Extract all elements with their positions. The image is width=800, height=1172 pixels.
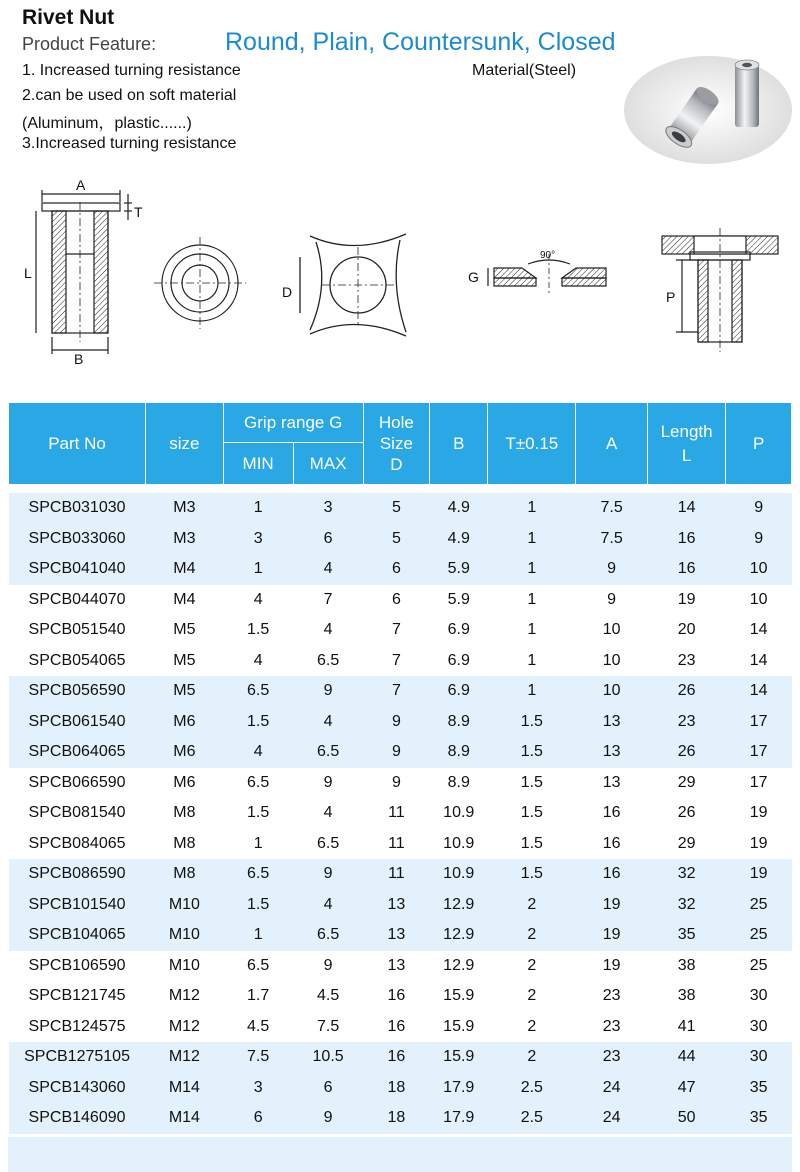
cell-p: 10	[726, 554, 792, 585]
cell-length: 19	[647, 585, 725, 616]
cell-hole-size: 7	[363, 615, 430, 646]
table-row	[9, 951, 792, 982]
dim-label-p: P	[666, 289, 676, 305]
cell-part-no: SPCB033060	[9, 524, 146, 555]
table-row	[9, 615, 792, 646]
cell-grip-max: 4	[293, 707, 363, 738]
col-header-hole-size	[363, 403, 430, 485]
cell-hole-size: 13	[363, 951, 430, 982]
cell-grip-max: 7	[293, 585, 363, 616]
cell-t: 2	[488, 981, 576, 1012]
cell-length: 26	[647, 737, 725, 768]
cell-length: 16	[647, 524, 725, 555]
table-row	[9, 554, 792, 585]
cell-size: M12	[146, 1012, 224, 1043]
cell-a: 10	[576, 646, 648, 677]
cell-grip-min: 1	[223, 493, 293, 524]
cell-grip-max: 10.5	[293, 1042, 363, 1073]
col-header-grip-range: Grip range G	[223, 403, 363, 443]
cell-t: 2	[488, 1012, 576, 1043]
dim-label-b: B	[74, 351, 84, 367]
page-title: Rivet Nut	[22, 6, 115, 29]
cell-a: 16	[576, 798, 648, 829]
cell-grip-min: 1.5	[223, 890, 293, 921]
col-header-a: A	[576, 403, 648, 485]
dim-label-a: A	[76, 177, 86, 193]
col-header-p: P	[726, 403, 792, 485]
table-row	[9, 1012, 792, 1043]
cell-grip-max: 6.5	[293, 829, 363, 860]
cell-b: 12.9	[430, 951, 488, 982]
cell-hole-size: 18	[363, 1103, 430, 1134]
cell-b: 12.9	[430, 920, 488, 951]
cell-b: 4.9	[430, 493, 488, 524]
table-row	[9, 798, 792, 829]
cell-length: 38	[647, 981, 725, 1012]
col-header-length	[647, 403, 725, 485]
cell-p: 30	[726, 1042, 792, 1073]
cell-size: M10	[146, 951, 224, 982]
cell-a: 24	[576, 1103, 648, 1134]
cell-p: 19	[726, 859, 792, 890]
cell-part-no: SPCB066590	[9, 768, 146, 799]
cell-grip-min: 1.5	[223, 615, 293, 646]
cell-p: 30	[726, 1012, 792, 1043]
product-subtitle: Round, Plain, Countersunk, Closed	[225, 28, 616, 56]
table-row	[9, 920, 792, 951]
cell-a: 9	[576, 585, 648, 616]
cell-part-no: SPCB081540	[9, 798, 146, 829]
cell-hole-size: 9	[363, 707, 430, 738]
cell-b: 17.9	[430, 1103, 488, 1134]
cell-part-no: SPCB044070	[9, 585, 146, 616]
cell-t: 2	[488, 951, 576, 982]
feature-line-2: 2.can be used on soft material	[22, 87, 237, 104]
col-header-max: MAX	[293, 443, 363, 485]
cell-a: 24	[576, 1073, 648, 1104]
feature-line-4: 3.Increased turning resistance	[22, 135, 237, 152]
cell-grip-min: 1	[223, 829, 293, 860]
cell-size: M14	[146, 1103, 224, 1134]
cell-b: 10.9	[430, 798, 488, 829]
cell-size: M3	[146, 493, 224, 524]
cell-b: 6.9	[430, 676, 488, 707]
cell-part-no: SPCB124575	[9, 1012, 146, 1043]
table-row	[9, 1103, 792, 1134]
cell-grip-max: 4	[293, 554, 363, 585]
cell-t: 1	[488, 646, 576, 677]
table-row	[9, 981, 792, 1012]
cell-hole-size: 16	[363, 981, 430, 1012]
cell-t: 1.5	[488, 768, 576, 799]
cell-part-no: SPCB084065	[9, 829, 146, 860]
cell-b: 15.9	[430, 1042, 488, 1073]
cell-size: M10	[146, 920, 224, 951]
cell-grip-max: 6	[293, 524, 363, 555]
cell-a: 23	[576, 1042, 648, 1073]
table-row	[9, 737, 792, 768]
cell-size: M5	[146, 676, 224, 707]
feature-line-3: (Aluminum，plastic......)	[22, 115, 192, 132]
cell-part-no: SPCB121745	[9, 981, 146, 1012]
cell-p: 14	[726, 615, 792, 646]
table-row	[9, 829, 792, 860]
cell-a: 13	[576, 707, 648, 738]
cell-grip-min: 3	[223, 1073, 293, 1104]
cell-b: 15.9	[430, 1012, 488, 1043]
table-row	[9, 707, 792, 738]
cell-size: M8	[146, 859, 224, 890]
cell-length: 29	[647, 829, 725, 860]
cell-part-no: SPCB054065	[9, 646, 146, 677]
cell-size: M6	[146, 768, 224, 799]
cell-t: 1.5	[488, 798, 576, 829]
cell-t: 1	[488, 493, 576, 524]
cell-grip-max: 9	[293, 676, 363, 707]
cell-hole-size: 13	[363, 920, 430, 951]
cell-length: 26	[647, 676, 725, 707]
cell-hole-size: 5	[363, 524, 430, 555]
cell-p: 35	[726, 1073, 792, 1104]
col-header-min: MIN	[223, 443, 293, 485]
cell-size: M4	[146, 585, 224, 616]
cell-b: 8.9	[430, 768, 488, 799]
cell-grip-min: 6.5	[223, 859, 293, 890]
table-row	[9, 493, 792, 524]
cell-p: 19	[726, 798, 792, 829]
technical-drawings	[0, 172, 800, 372]
cell-grip-min: 6.5	[223, 676, 293, 707]
cell-length: 41	[647, 1012, 725, 1043]
cell-p: 17	[726, 737, 792, 768]
cell-size: M5	[146, 646, 224, 677]
hole-size-text: Hole Size D	[378, 413, 414, 474]
cell-part-no: SPCB064065	[9, 737, 146, 768]
cell-a: 7.5	[576, 524, 648, 555]
cell-length: 16	[647, 554, 725, 585]
cell-grip-max: 7.5	[293, 1012, 363, 1043]
cell-b: 6.9	[430, 646, 488, 677]
table-row	[9, 1042, 792, 1073]
dim-label-g: G	[468, 269, 479, 285]
table-spacer-row	[9, 485, 792, 494]
length-text: Length L	[660, 421, 713, 465]
cell-b: 12.9	[430, 890, 488, 921]
cell-b: 6.9	[430, 615, 488, 646]
cell-size: M3	[146, 524, 224, 555]
cell-grip-min: 1.5	[223, 798, 293, 829]
cell-part-no: SPCB146090	[9, 1103, 146, 1134]
cell-t: 1	[488, 676, 576, 707]
footer-band	[8, 1137, 792, 1172]
end-view-drawing	[154, 237, 246, 329]
cell-hole-size: 9	[363, 768, 430, 799]
cell-grip-max: 6.5	[293, 646, 363, 677]
cell-size: M12	[146, 981, 224, 1012]
cell-hole-size: 11	[363, 798, 430, 829]
cell-a: 10	[576, 615, 648, 646]
cell-t: 1.5	[488, 859, 576, 890]
cell-t: 1	[488, 524, 576, 555]
cell-grip-max: 3	[293, 493, 363, 524]
cell-grip-min: 1.5	[223, 707, 293, 738]
cell-a: 16	[576, 829, 648, 860]
cell-grip-max: 9	[293, 1103, 363, 1134]
cell-hole-size: 5	[363, 493, 430, 524]
cell-t: 1	[488, 585, 576, 616]
cell-length: 29	[647, 768, 725, 799]
col-header-t: T±0.15	[488, 403, 576, 485]
cell-a: 9	[576, 554, 648, 585]
cell-length: 32	[647, 890, 725, 921]
cell-size: M14	[146, 1073, 224, 1104]
cell-t: 1.5	[488, 829, 576, 860]
cell-hole-size: 9	[363, 737, 430, 768]
cell-b: 8.9	[430, 707, 488, 738]
cell-size: M6	[146, 707, 224, 738]
cell-hole-size: 16	[363, 1042, 430, 1073]
cell-part-no: SPCB1275105	[9, 1042, 146, 1073]
cell-p: 14	[726, 676, 792, 707]
dim-label-t: T	[134, 204, 143, 220]
cell-part-no: SPCB031030	[9, 493, 146, 524]
cell-grip-max: 9	[293, 859, 363, 890]
cell-grip-min: 3	[223, 524, 293, 555]
cell-hole-size: 7	[363, 676, 430, 707]
installed-section-drawing	[662, 228, 778, 352]
cell-length: 23	[647, 707, 725, 738]
cell-grip-max: 9	[293, 951, 363, 982]
cell-b: 10.9	[430, 859, 488, 890]
material-label: Material(Steel)	[472, 62, 577, 79]
cell-grip-min: 1.7	[223, 981, 293, 1012]
cell-a: 10	[576, 676, 648, 707]
cell-grip-max: 6	[293, 1073, 363, 1104]
table-row	[9, 859, 792, 890]
cell-size: M8	[146, 829, 224, 860]
cell-grip-min: 6.5	[223, 951, 293, 982]
cell-a: 23	[576, 981, 648, 1012]
cell-length: 20	[647, 615, 725, 646]
cell-part-no: SPCB086590	[9, 859, 146, 890]
cell-b: 15.9	[430, 981, 488, 1012]
dim-label-d: D	[282, 284, 293, 300]
cell-grip-min: 4	[223, 737, 293, 768]
cell-a: 19	[576, 951, 648, 982]
cell-b: 17.9	[430, 1073, 488, 1104]
table-row	[9, 1073, 792, 1104]
cell-size: M8	[146, 798, 224, 829]
cell-p: 25	[726, 951, 792, 982]
cell-t: 1	[488, 554, 576, 585]
cell-hole-size: 6	[363, 554, 430, 585]
cell-part-no: SPCB041040	[9, 554, 146, 585]
col-header-b: B	[430, 403, 488, 485]
table-row	[9, 646, 792, 677]
cell-length: 32	[647, 859, 725, 890]
cell-size: M4	[146, 554, 224, 585]
cell-part-no: SPCB056590	[9, 676, 146, 707]
cell-length: 14	[647, 493, 725, 524]
cell-part-no: SPCB106590	[9, 951, 146, 982]
cell-p: 25	[726, 920, 792, 951]
cell-p: 17	[726, 768, 792, 799]
cell-hole-size: 18	[363, 1073, 430, 1104]
cell-grip-min: 6.5	[223, 768, 293, 799]
cell-b: 5.9	[430, 585, 488, 616]
product-photo	[623, 55, 793, 165]
cell-grip-max: 9	[293, 768, 363, 799]
cell-hole-size: 16	[363, 1012, 430, 1043]
cell-grip-min: 7.5	[223, 1042, 293, 1073]
cell-hole-size: 11	[363, 859, 430, 890]
cell-hole-size: 7	[363, 646, 430, 677]
cell-grip-max: 6.5	[293, 737, 363, 768]
cell-b: 8.9	[430, 737, 488, 768]
cell-part-no: SPCB061540	[9, 707, 146, 738]
cell-grip-max: 4	[293, 890, 363, 921]
spec-table-body	[9, 485, 792, 1134]
cell-grip-max: 6.5	[293, 920, 363, 951]
cell-p: 14	[726, 646, 792, 677]
cell-length: 35	[647, 920, 725, 951]
cell-length: 50	[647, 1103, 725, 1134]
cell-p: 30	[726, 981, 792, 1012]
cell-size: M10	[146, 890, 224, 921]
feature-line-1: 1. Increased turning resistance	[22, 62, 241, 79]
angle-label: 90°	[540, 250, 556, 261]
cell-a: 7.5	[576, 493, 648, 524]
cell-hole-size: 13	[363, 890, 430, 921]
cell-size: M12	[146, 1042, 224, 1073]
cell-length: 47	[647, 1073, 725, 1104]
product-feature-label: Product Feature:	[22, 34, 157, 54]
cell-a: 13	[576, 737, 648, 768]
cell-part-no: SPCB143060	[9, 1073, 146, 1104]
table-row	[9, 676, 792, 707]
cell-length: 38	[647, 951, 725, 982]
cell-part-no: SPCB104065	[9, 920, 146, 951]
table-row	[9, 585, 792, 616]
col-header-size: size	[146, 403, 224, 485]
cell-part-no: SPCB101540	[9, 890, 146, 921]
table-row	[9, 524, 792, 555]
cell-t: 2	[488, 890, 576, 921]
cell-hole-size: 11	[363, 829, 430, 860]
cell-p: 19	[726, 829, 792, 860]
cell-t: 1	[488, 615, 576, 646]
cell-p: 9	[726, 524, 792, 555]
cell-a: 16	[576, 859, 648, 890]
cell-size: M5	[146, 615, 224, 646]
mounting-hole-drawing	[300, 234, 406, 336]
cell-grip-max: 4	[293, 798, 363, 829]
cell-a: 13	[576, 768, 648, 799]
cell-t: 2	[488, 920, 576, 951]
cell-grip-max: 4	[293, 615, 363, 646]
cell-length: 44	[647, 1042, 725, 1073]
cell-t: 2.5	[488, 1073, 576, 1104]
spec-table	[8, 402, 792, 1134]
cell-grip-min: 1	[223, 554, 293, 585]
cell-a: 19	[576, 920, 648, 951]
side-section-drawing	[36, 190, 132, 354]
cell-t: 2	[488, 1042, 576, 1073]
cell-a: 19	[576, 890, 648, 921]
cell-grip-min: 4	[223, 646, 293, 677]
cell-p: 9	[726, 493, 792, 524]
table-spacer-cell	[9, 485, 792, 494]
col-header-part-no: Part No	[9, 403, 146, 485]
cell-b: 4.9	[430, 524, 488, 555]
cell-size: M6	[146, 737, 224, 768]
cell-b: 10.9	[430, 829, 488, 860]
cell-length: 23	[647, 646, 725, 677]
cell-p: 25	[726, 890, 792, 921]
cell-grip-min: 4	[223, 585, 293, 616]
cell-grip-min: 6	[223, 1103, 293, 1134]
cell-grip-max: 4.5	[293, 981, 363, 1012]
cell-p: 10	[726, 585, 792, 616]
cell-grip-min: 1	[223, 920, 293, 951]
table-row	[9, 768, 792, 799]
table-row	[9, 890, 792, 921]
cell-p: 35	[726, 1103, 792, 1134]
dim-label-l: L	[24, 265, 32, 281]
cell-b: 5.9	[430, 554, 488, 585]
cell-hole-size: 6	[363, 585, 430, 616]
cell-length: 26	[647, 798, 725, 829]
cell-t: 1.5	[488, 737, 576, 768]
cell-p: 17	[726, 707, 792, 738]
cell-t: 2.5	[488, 1103, 576, 1134]
cell-grip-min: 4.5	[223, 1012, 293, 1043]
cell-part-no: SPCB051540	[9, 615, 146, 646]
cell-t: 1.5	[488, 707, 576, 738]
cell-a: 23	[576, 1012, 648, 1043]
